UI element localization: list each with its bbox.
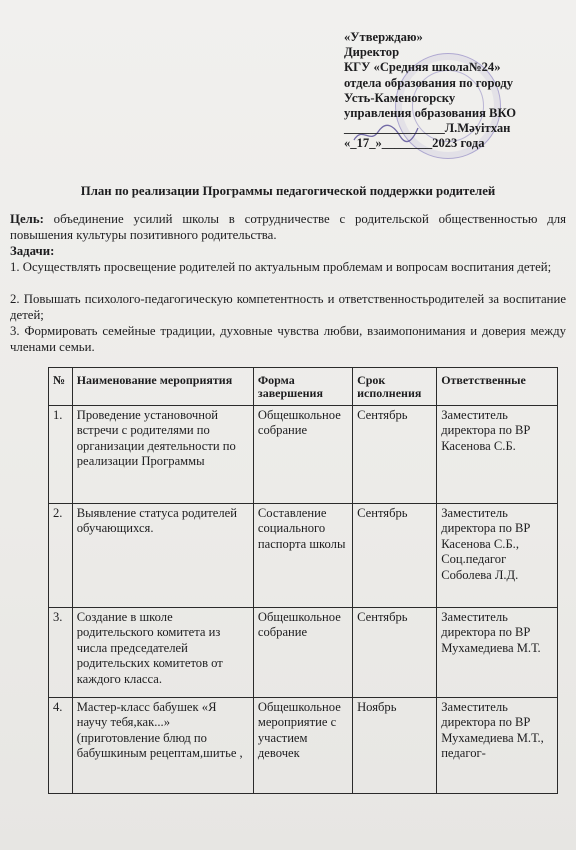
table-cell: Выявление статуса родителей обучающихся. (72, 504, 253, 608)
task-item: 1. Осуществлять просвещение родителей по актуальным проблемам и вопросам воспитания детей; (10, 260, 552, 274)
table-cell: Заместитель директора по ВР Мухамедиева М.Т., педагог- (437, 698, 558, 794)
table-cell: 1. (49, 406, 73, 504)
table-cell: Общешкольное собрание (253, 608, 352, 698)
approval-line: «_17_»________2023 года (344, 136, 485, 151)
table-cell: Сентябрь (353, 608, 437, 698)
approval-line: КГУ «Средняя школа№24» (344, 60, 501, 75)
goal-text: объединение усилий школы в сотрудничестве с родительской общественностью для повышения культуры позитивного родительства. (10, 212, 566, 242)
approval-line: Директор (344, 45, 400, 60)
table-cell: Сентябрь (353, 406, 437, 504)
table-cell: 3. (49, 608, 73, 698)
table-cell: 2. (49, 504, 73, 608)
table-row (49, 608, 558, 698)
table-cell: Общешкольное мероприятие с участием девочек (253, 698, 352, 794)
table-cell: Составление социального паспорта школы (253, 504, 352, 608)
table-row (49, 698, 558, 794)
table-cell: Сентябрь (353, 504, 437, 608)
table-cell: Создание в школе родительского комитета из числа председателей родительских комитетов от каждого класса. (72, 608, 253, 698)
table-cell: Заместитель директора по ВР Мухамедиева М.Т. (437, 608, 558, 698)
approval-line: Усть-Каменогорску (344, 90, 456, 105)
table-cell: Общешкольное собрание (253, 406, 352, 504)
header-cell: Форма завершения (253, 368, 352, 406)
approval-line: отдела образования по городу (344, 75, 514, 90)
table-cell: Мастер-класс бабушек «Я научу тебя,как...» (приготовление блюд по бабушкиным рецептам,шитье , (72, 698, 253, 794)
table-cell: Заместитель директора по ВР Касенова С.Б. (437, 406, 558, 504)
tasks-label: Задачи: (10, 244, 55, 258)
task-item: 2. Повышать психолого-педагогическую компетентность и ответственностьродителей за воспитание детей; (10, 292, 566, 322)
table-row (49, 504, 558, 608)
table-header-row (49, 368, 558, 406)
goal-paragraph (10, 212, 566, 243)
header-cell: Срок исполнения (353, 368, 437, 406)
goal-label: Цель: (10, 212, 44, 226)
header-cell: Наименование мероприятия (72, 368, 253, 406)
approval-line: ________________Л.Мәуітхан (344, 121, 511, 136)
table-cell: 4. (49, 698, 73, 794)
plan-table (48, 367, 558, 794)
table-cell: Проведение установочной встречи с родителями по организации деятельности по реализации Программы (72, 406, 253, 504)
task-item: 3. Формировать семейные традиции, духовные чувства любви, взаимопонимания и доверия между членами семьи. (10, 324, 566, 354)
approval-line: управления образования ВКО (344, 106, 517, 121)
approval-block (344, 30, 570, 152)
document-title: План по реализации Программы педагогической поддержки родителей (80, 184, 496, 198)
table-cell: Ноябрь (353, 698, 437, 794)
table-row (49, 406, 558, 504)
header-cell: № (49, 368, 73, 406)
table-cell: Заместитель директора по ВР Касенова С.Б., Соц.педагог Соболева Л.Д. (437, 504, 558, 608)
header-cell: Ответственные (437, 368, 558, 406)
approval-line: «Утверждаю» (344, 30, 423, 44)
